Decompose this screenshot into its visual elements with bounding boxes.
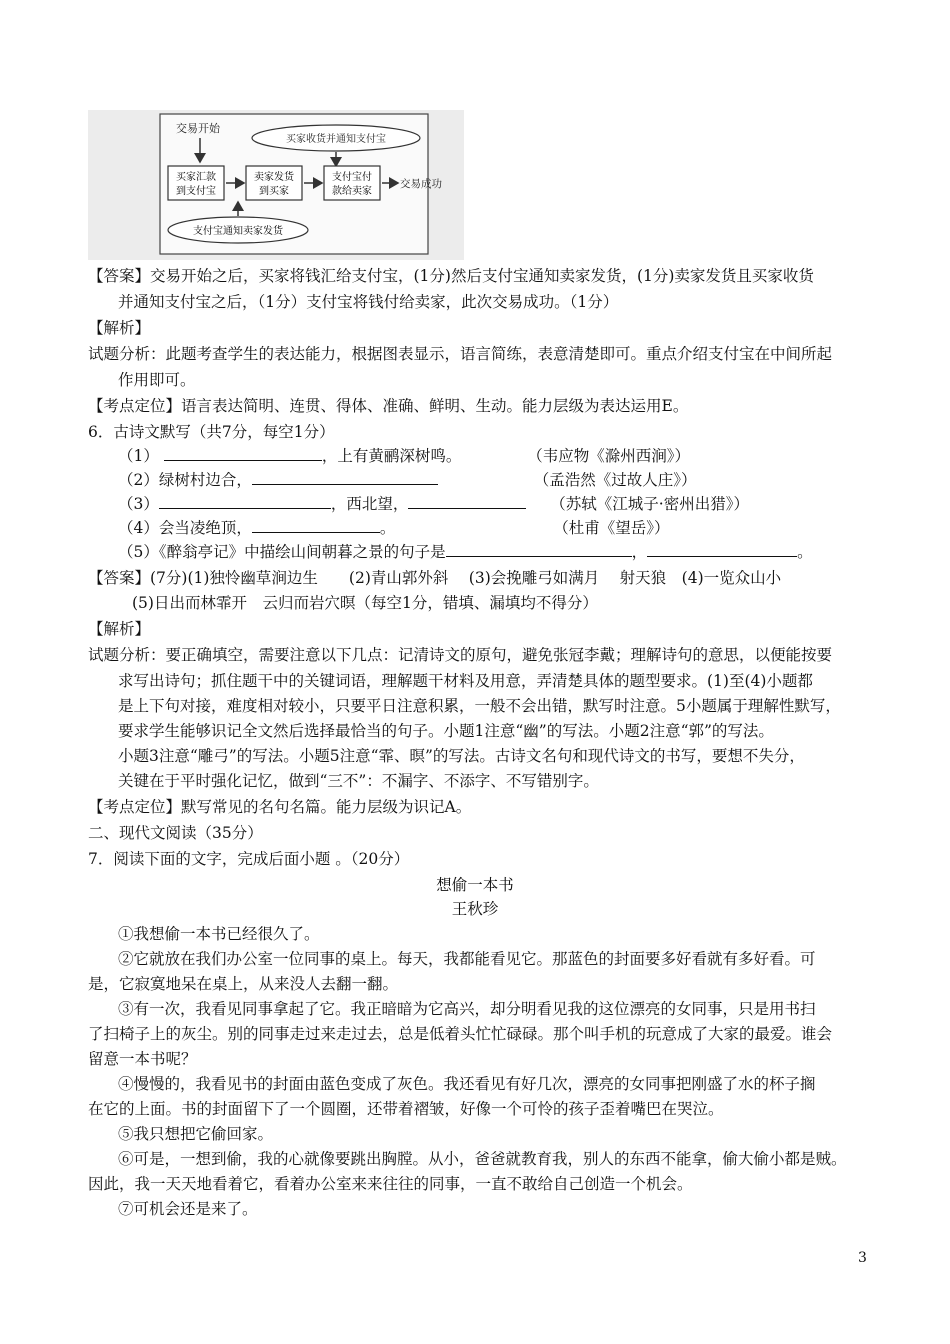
- q6-item-4: [118, 516, 918, 540]
- q6-analysis-line-2: 求写出诗句；抓住题干中的关键词语，理解题干材料及用意，弄清楚具体的题型要求。(1)至(4)小题都: [118, 672, 813, 690]
- q6-item-1: [118, 444, 918, 468]
- paragraph-line: 了扫椅子上的灰尘。别的同事走过来走过去，总是低着头忙忙碌碌。那个叫手机的玩意成了大家的最爱。谁会: [88, 1025, 833, 1043]
- q5-analysis-line-2: 作用即可。: [118, 371, 196, 389]
- q6-item-1-source: （韦应物《滁州西涧》）: [527, 447, 690, 465]
- q5-answer-line-2: 并通知支付宝之后，（1分）支付宝将钱付给卖家，此次交易成功。（1分）: [118, 293, 619, 311]
- buyer-pay-label-2: 到支付宝: [176, 186, 216, 197]
- q6-kaodian: 【考点定位】默写常见的名句名篇。能力层级为识记A。: [88, 798, 472, 816]
- paragraph-line: ③有一次，我看见同事拿起了它。我正暗暗为它高兴，却分明看见我的这位漂亮的女同事，只是用书扫: [118, 1000, 816, 1018]
- paragraph-line: ⑦可机会还是来了。: [118, 1200, 258, 1218]
- q6-item-2-num: （2）绿树村边合，: [118, 471, 252, 489]
- article-author: 王秋珍: [451, 900, 499, 918]
- q6-analysis-line-5: 小题3注意“雕弓”的写法。小题5注意“霏、暝”的写法。古诗文名句和现代诗文的书写，要想不失分，: [118, 747, 805, 765]
- paragraph-line: 留意一本书呢？: [88, 1050, 197, 1068]
- q6-item-1-num: （1）: [118, 447, 159, 465]
- alipay-notify-label: 支付宝通知卖家发货: [193, 226, 283, 237]
- q6-item-3-source: （苏轼《江城子·密州出猎》）: [550, 495, 749, 513]
- q5-analysis-line-1: 试题分析：此题考查学生的表达能力，根据图表显示，语言简练，表意清楚即可。重点介绍支付宝在中间所起: [88, 345, 833, 363]
- paragraph-line: ④慢慢的，我看见书的封面由蓝色变成了灰色。我还看见有好几次，漂亮的女同事把刚盛了水的杯子搁: [118, 1075, 816, 1093]
- buyer-confirm-label: 买家收货并通知支付宝: [286, 134, 386, 145]
- q7-instruction: 7．阅读下面的文字，完成后面小题 。（20分）: [88, 850, 410, 868]
- q6-item-5-end: 。: [797, 543, 813, 561]
- q6-analysis-line-3: 是上下句对接，难度相对较小，只要平日注意积累，一般不会出错，默写时注意。5小题属于理解性默写，: [118, 697, 841, 715]
- alipay-flow-diagram: [88, 110, 464, 260]
- q6-title: 6．古诗文默写（共7分，每空1分）: [88, 423, 335, 441]
- buyer-pay-label-1: 买家汇款: [176, 172, 216, 183]
- q6-answer-line-1: 【答案】(7分)(1)独怜幽草涧边生 (2)青山郭外斜 (3)会挽雕弓如满月 射天狼 (4)一览众山小: [88, 569, 782, 587]
- q6-item-4-num: （4）会当凌绝顶，: [118, 519, 252, 537]
- q6-item-2: [118, 468, 918, 492]
- q6-jiexi: 【解析】: [88, 620, 151, 638]
- paragraph-line: 在它的上面。书的封面留下了一个圆圈，还带着褶皱，好像一个可怜的孩子歪着嘴巴在哭泣。: [88, 1100, 724, 1118]
- section-heading: 二、现代文阅读（35分）: [88, 824, 263, 842]
- page-number: 3: [858, 1250, 867, 1266]
- q6-item-2-source: （孟浩然《过故人庄》）: [533, 471, 697, 489]
- alipay-pay-label-2: 款给卖家: [332, 186, 372, 197]
- alipay-pay-label-1: 支付宝付: [332, 172, 372, 183]
- q6-item-3-num: （3）: [118, 495, 159, 513]
- fill-blank: [164, 444, 322, 461]
- q6-analysis-line-6: 关键在于平时强化记忆，做到“三不”：不漏字、不添字、不写错别字。: [118, 772, 599, 790]
- q5-kaodian: 【考点定位】语言表达简明、连贯、得体、准确、鲜明、生动。能力层级为表达运用E。: [88, 397, 689, 415]
- paragraph-line: ⑤我只想把它偷回家。: [118, 1125, 274, 1143]
- q6-item-4-text: 。: [379, 519, 396, 537]
- paragraph-line: 是，它寂寞地呆在桌上，从来没人去翻一翻。: [88, 975, 399, 993]
- q6-item-5: [118, 540, 918, 564]
- q6-item-5-num: （5）《醉翁亭记》中描绘山间朝暮之景的句子是: [118, 543, 446, 561]
- q5-answer-line-1: 【答案】交易开始之后，买家将钱汇给支付宝，(1分)然后支付宝通知卖家发货，(1分)卖家发货且买家收货: [88, 267, 814, 285]
- paragraph-line: ⑥可是，一想到偷，我的心就像要跳出胸膛。从小，爸爸就教育我，别人的东西不能拿，偷大偷小都是贼。: [118, 1150, 847, 1168]
- q6-answer-line-2: (5)日出而林霏开 云归而岩穴暝（每空1分，错填、漏填均不得分）: [132, 594, 598, 612]
- q6-item-4-source: （杜甫《望岳》）: [553, 519, 670, 537]
- diagram-start-label: 交易开始: [176, 122, 220, 135]
- paragraph-line: ①我想偷一本书已经很久了。: [118, 925, 320, 943]
- seller-ship-label-2: 到买家: [259, 186, 289, 197]
- fill-blank: [446, 540, 632, 557]
- fill-blank: [252, 516, 380, 533]
- paragraph-line: ②它就放在我们办公室一位同事的桌上。每天，我都能看见它。那蓝色的封面要多好看就有多好看。可: [118, 950, 816, 968]
- article-title: 想偷一本书: [436, 876, 514, 894]
- q6-item-5-text: ，: [631, 543, 648, 561]
- fill-blank: [252, 468, 438, 485]
- fill-blank: [159, 492, 331, 509]
- paragraph-line: 因此，我一天天地看着它，看着办公室来来往往的同事，一直不敢给自己创造一个机会。: [88, 1175, 693, 1193]
- q6-analysis-line-4: 要求学生能够识记全文然后选择最恰当的句子。小题1注意“幽”的写法。小题2注意“郭”的写法。: [118, 722, 774, 740]
- fill-blank: [647, 540, 797, 557]
- q6-item-3: [118, 492, 918, 516]
- success-label: 交易成功: [400, 178, 442, 190]
- q5-jiexi: 【解析】: [88, 319, 151, 337]
- q6-item-1-text: ，上有黄鹂深树鸣。: [321, 447, 462, 465]
- q6-item-3-text: ，西北望，: [330, 495, 409, 513]
- q6-analysis-line-1: 试题分析：要正确填空，需要注意以下几点：记清诗文的原句，避免张冠李戴；理解诗句的意思，以便能按要: [88, 646, 833, 664]
- seller-ship-label-1: 卖家发货: [254, 172, 294, 183]
- fill-blank: [408, 492, 526, 509]
